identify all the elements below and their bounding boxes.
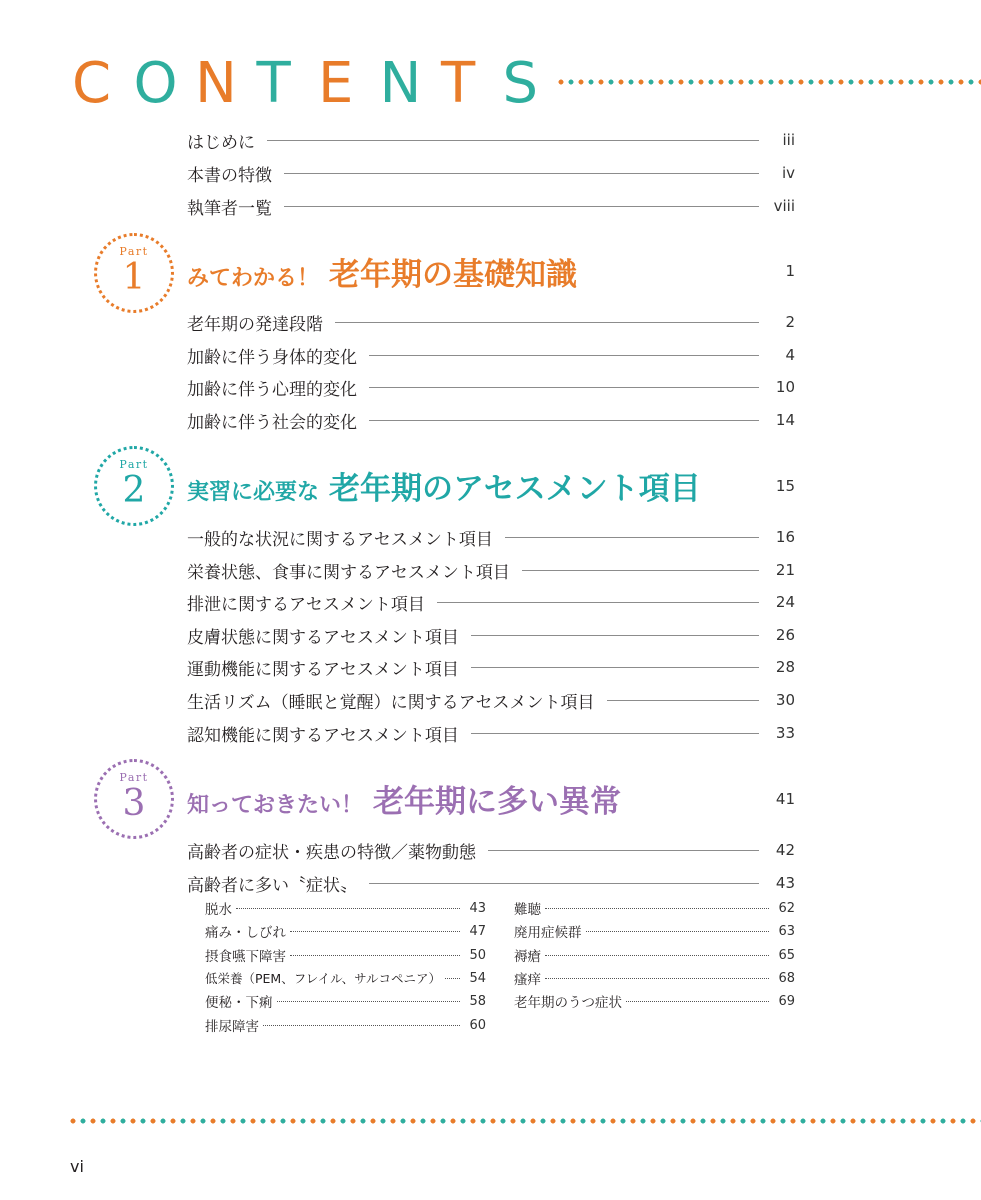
toc-subentry[interactable] bbox=[514, 990, 795, 1012]
toc-entry[interactable] bbox=[187, 405, 795, 435]
entry-page: 28 bbox=[775, 658, 795, 676]
title-letter: O bbox=[133, 51, 178, 116]
leader-dots bbox=[545, 908, 769, 909]
title-letter: E bbox=[318, 51, 354, 116]
entry-title: 排泄に関するアセスメント項目 bbox=[187, 594, 425, 615]
toc-entry[interactable] bbox=[187, 191, 795, 221]
subentry-page: 60 bbox=[469, 1017, 486, 1033]
leader-line bbox=[369, 883, 759, 884]
entry-page: 2 bbox=[785, 313, 795, 331]
part-badge bbox=[94, 446, 174, 526]
toc-entry[interactable] bbox=[187, 652, 795, 682]
entry-title: 生活リズム（睡眠と覚醒）に関するアセスメント項目 bbox=[187, 692, 595, 713]
entry-title: 加齢に伴う身体的変化 bbox=[187, 347, 357, 368]
entry-page: 16 bbox=[775, 528, 795, 546]
entry-title: 執筆者一覧 bbox=[187, 198, 272, 219]
part-badge bbox=[94, 759, 174, 839]
leader-line bbox=[267, 140, 759, 141]
entry-title: 一般的な状況に関するアセスメント項目 bbox=[187, 529, 493, 550]
part-title-big: 老年期に多い異常 bbox=[373, 784, 622, 820]
toc-subentry[interactable] bbox=[514, 967, 795, 989]
part-page: 1 bbox=[785, 262, 795, 280]
leader-dots bbox=[545, 978, 769, 979]
part-badge bbox=[94, 233, 174, 313]
leader-line bbox=[607, 700, 760, 701]
leader-line bbox=[488, 850, 759, 851]
entry-title: 皮膚状態に関するアセスメント項目 bbox=[187, 627, 459, 648]
subentry-page: 62 bbox=[778, 900, 795, 916]
entry-page: 30 bbox=[775, 691, 795, 709]
subentry-title: 脱水 bbox=[205, 902, 232, 918]
part-heading[interactable] bbox=[187, 463, 701, 513]
toc-subentry[interactable] bbox=[514, 897, 795, 919]
entry-title: 老年期の発達段階 bbox=[187, 314, 323, 335]
subentry-page: 54 bbox=[469, 970, 486, 986]
subentry-page: 58 bbox=[469, 993, 486, 1009]
toc-entry[interactable] bbox=[187, 587, 795, 617]
part-title-small: みてわかる！ bbox=[187, 266, 320, 291]
subentry-title: 老年期のうつ症状 bbox=[514, 995, 622, 1011]
leader-dots bbox=[445, 978, 460, 979]
part-title-big: 老年期のアセスメント項目 bbox=[329, 471, 701, 507]
entry-page: iii bbox=[782, 131, 795, 149]
leader-line bbox=[284, 173, 759, 174]
subentry-title: 褥瘡 bbox=[514, 949, 541, 965]
title-letter: T bbox=[256, 51, 291, 116]
entry-title: 加齢に伴う社会的変化 bbox=[187, 412, 357, 433]
subentry-title: 便秘・下痢 bbox=[205, 995, 273, 1011]
toc-subentry[interactable] bbox=[514, 920, 795, 942]
leader-dots bbox=[263, 1025, 460, 1026]
leader-line bbox=[471, 635, 759, 636]
entry-page: 42 bbox=[775, 841, 795, 859]
subentry-page: 50 bbox=[469, 947, 486, 963]
leader-line bbox=[335, 322, 759, 323]
subentry-title: 難聴 bbox=[514, 902, 541, 918]
subentry-title: 廃用症候群 bbox=[514, 925, 582, 941]
leader-line bbox=[284, 206, 759, 207]
entry-title: 高齢者の症状・疾患の特徴／薬物動態 bbox=[187, 842, 476, 863]
toc-entry[interactable] bbox=[187, 340, 795, 370]
leader-line bbox=[369, 355, 759, 356]
subentry-title: 摂食嚥下障害 bbox=[205, 949, 286, 965]
toc-entry[interactable] bbox=[187, 372, 795, 402]
subentry-title: 低栄養（PEM、フレイル、サルコペニア） bbox=[205, 971, 441, 986]
subentry-page: 69 bbox=[778, 993, 795, 1009]
leader-line bbox=[522, 570, 759, 571]
leader-line bbox=[369, 387, 759, 388]
part-page: 41 bbox=[775, 790, 795, 808]
entry-title: 本書の特徴 bbox=[187, 165, 272, 186]
entry-page: 10 bbox=[775, 378, 795, 396]
subentry-page: 63 bbox=[778, 923, 795, 939]
leader-dots bbox=[586, 931, 770, 932]
leader-line bbox=[505, 537, 759, 538]
toc-subentry[interactable] bbox=[205, 1014, 486, 1036]
entry-page: 4 bbox=[785, 346, 795, 364]
entry-page: 21 bbox=[775, 561, 795, 579]
entry-page: viii bbox=[773, 197, 795, 215]
leader-dots bbox=[277, 1001, 461, 1002]
entry-title: 認知機能に関するアセスメント項目 bbox=[187, 725, 459, 746]
toc-entry[interactable] bbox=[187, 620, 795, 650]
leader-dots bbox=[626, 1001, 769, 1002]
entry-title: 高齢者に多い〝症状〟 bbox=[187, 875, 357, 896]
page-number: vi bbox=[70, 1157, 84, 1176]
entry-title: 栄養状態、食事に関するアセスメント項目 bbox=[187, 562, 510, 583]
leader-dots bbox=[236, 908, 460, 909]
leader-dots bbox=[290, 931, 460, 932]
part-number: 1 bbox=[122, 257, 146, 298]
subentry-title: 排尿障害 bbox=[205, 1019, 259, 1035]
title-letter: C bbox=[72, 51, 112, 116]
subentry-page: 43 bbox=[469, 900, 486, 916]
toc-subentry[interactable] bbox=[205, 967, 486, 989]
subentry-title: 瘙痒 bbox=[514, 972, 541, 988]
toc-entry[interactable] bbox=[187, 835, 795, 865]
subentry-page: 65 bbox=[778, 947, 795, 963]
leader-line bbox=[437, 602, 759, 603]
part-heading[interactable] bbox=[187, 249, 577, 299]
toc-subentry[interactable] bbox=[205, 990, 486, 1012]
part-title-big: 老年期の基礎知識 bbox=[329, 257, 578, 293]
toc-entry[interactable] bbox=[187, 125, 795, 155]
leader-line bbox=[471, 733, 759, 734]
toc-entry[interactable] bbox=[187, 158, 795, 188]
leader-dots bbox=[545, 955, 769, 956]
part-label: Part bbox=[119, 245, 149, 258]
entry-title: 運動機能に関するアセスメント項目 bbox=[187, 659, 459, 680]
toc-subentry[interactable] bbox=[205, 944, 486, 966]
entry-title: はじめに bbox=[187, 132, 255, 153]
title-letter: T bbox=[441, 51, 476, 116]
contents-title bbox=[72, 50, 564, 118]
part-heading[interactable] bbox=[187, 776, 621, 826]
footer-dotted-rule bbox=[70, 1118, 981, 1124]
toc-subentry[interactable] bbox=[514, 944, 795, 966]
subentry-page: 68 bbox=[778, 970, 795, 986]
entry-page: 33 bbox=[775, 724, 795, 742]
toc-entry[interactable] bbox=[187, 522, 795, 552]
title-letter: N bbox=[379, 51, 422, 116]
toc-entry[interactable] bbox=[187, 307, 795, 337]
entry-page: 26 bbox=[775, 626, 795, 644]
toc-subentry[interactable] bbox=[205, 920, 486, 942]
part-label: Part bbox=[119, 771, 149, 784]
entry-page: 14 bbox=[775, 411, 795, 429]
part-title-small: 実習に必要な bbox=[187, 480, 320, 505]
entry-page: 43 bbox=[775, 874, 795, 892]
toc-entry[interactable] bbox=[187, 685, 795, 715]
part-title-small: 知っておきたい！ bbox=[187, 793, 364, 818]
header-dotted-rule bbox=[558, 79, 981, 85]
toc-entry[interactable] bbox=[187, 868, 795, 898]
leader-line bbox=[471, 667, 759, 668]
part-page: 15 bbox=[775, 477, 795, 495]
title-letter: S bbox=[502, 51, 539, 116]
toc-entry[interactable] bbox=[187, 555, 795, 585]
toc-entry[interactable] bbox=[187, 718, 795, 748]
part-number: 3 bbox=[122, 783, 146, 824]
part-label: Part bbox=[119, 458, 149, 471]
leader-line bbox=[369, 420, 759, 421]
entry-page: 24 bbox=[775, 593, 795, 611]
entry-page: iv bbox=[781, 164, 795, 182]
leader-dots bbox=[290, 955, 460, 956]
subentry-title: 痛み・しびれ bbox=[205, 925, 286, 941]
title-letter: N bbox=[195, 51, 237, 116]
entry-title: 加齢に伴う心理的変化 bbox=[187, 379, 357, 400]
part-number: 2 bbox=[122, 470, 146, 511]
toc-subentry[interactable] bbox=[205, 897, 486, 919]
subentry-page: 47 bbox=[469, 923, 486, 939]
